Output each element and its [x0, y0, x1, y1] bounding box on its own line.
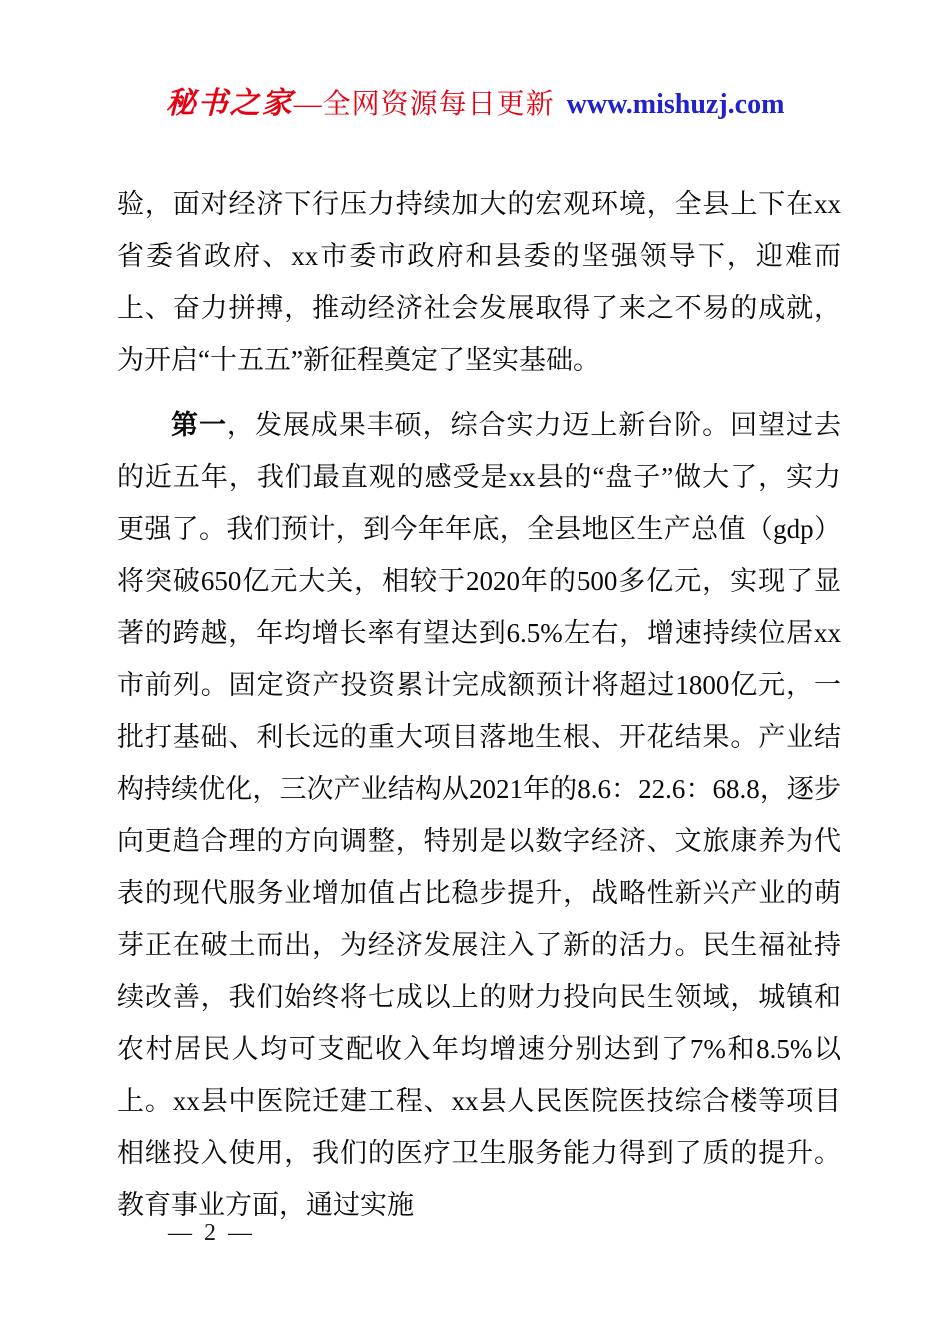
paragraph-text: ，发展成果丰硕，综合实力迈上新台阶。回望过去的近五年，我们最直观的感受是xx县的“盘子”做大了，实力更强了。我们预计，到今年年底，全县地区生产总值（gdp）将突破650亿元大关，相较于2020年的500多亿元，实现了显著的跨越，年均增长率有望达到6.5%左右，增速持续位居xx市前列。固定资产投资累计完成额预计将超过1800亿元，一批打基础、利长远的重大项目落地生根、开花结果。产业结构持续优化，三次产业结构从2021年的8.6：22.6：68.8，逐步向更趋合理的方向调整，特别是以数字经济、文旅康养为代表的现代服务业增加值占比稳步提升，战略性新兴产业的萌芽正在破土而出，为经济发展注入了新的活力。民生福祉持续改善，我们始终将七成以上的财力投向民生领域，城镇和农村居民人均可支配收入年均增速分别达到了7%和8.5%以上。xx县中医院迁建工程、xx县人民医院医技综合楼等项目相继投入使用，我们的医疗卫生服务能力得到了质的提升。教育事业方面，通过实施 [117, 410, 842, 1220]
paragraph-continuation: 验，面对经济下行压力持续加大的宏观环境，全县上下在xx省委省政府、xx市委市政府和县委的坚强领导下，迎难而上、奋力拼搏，推动经济社会发展取得了来之不易的成就，为开启“十五五”新征程奠定了坚实基础。 [117, 189, 841, 375]
document-body [117, 178, 841, 1231]
page-number: — 2 — [168, 1220, 255, 1246]
paragraph-first-point [117, 399, 841, 1231]
site-brand: 秘书之家 [165, 87, 294, 120]
page-footer [168, 1220, 255, 1247]
paragraph-lead-bold: 第一 [171, 410, 227, 440]
site-tagline: —全网资源每日更新 [293, 89, 555, 120]
site-url-link[interactable]: www.mishuzj.com [566, 89, 785, 120]
site-header [0, 86, 950, 123]
